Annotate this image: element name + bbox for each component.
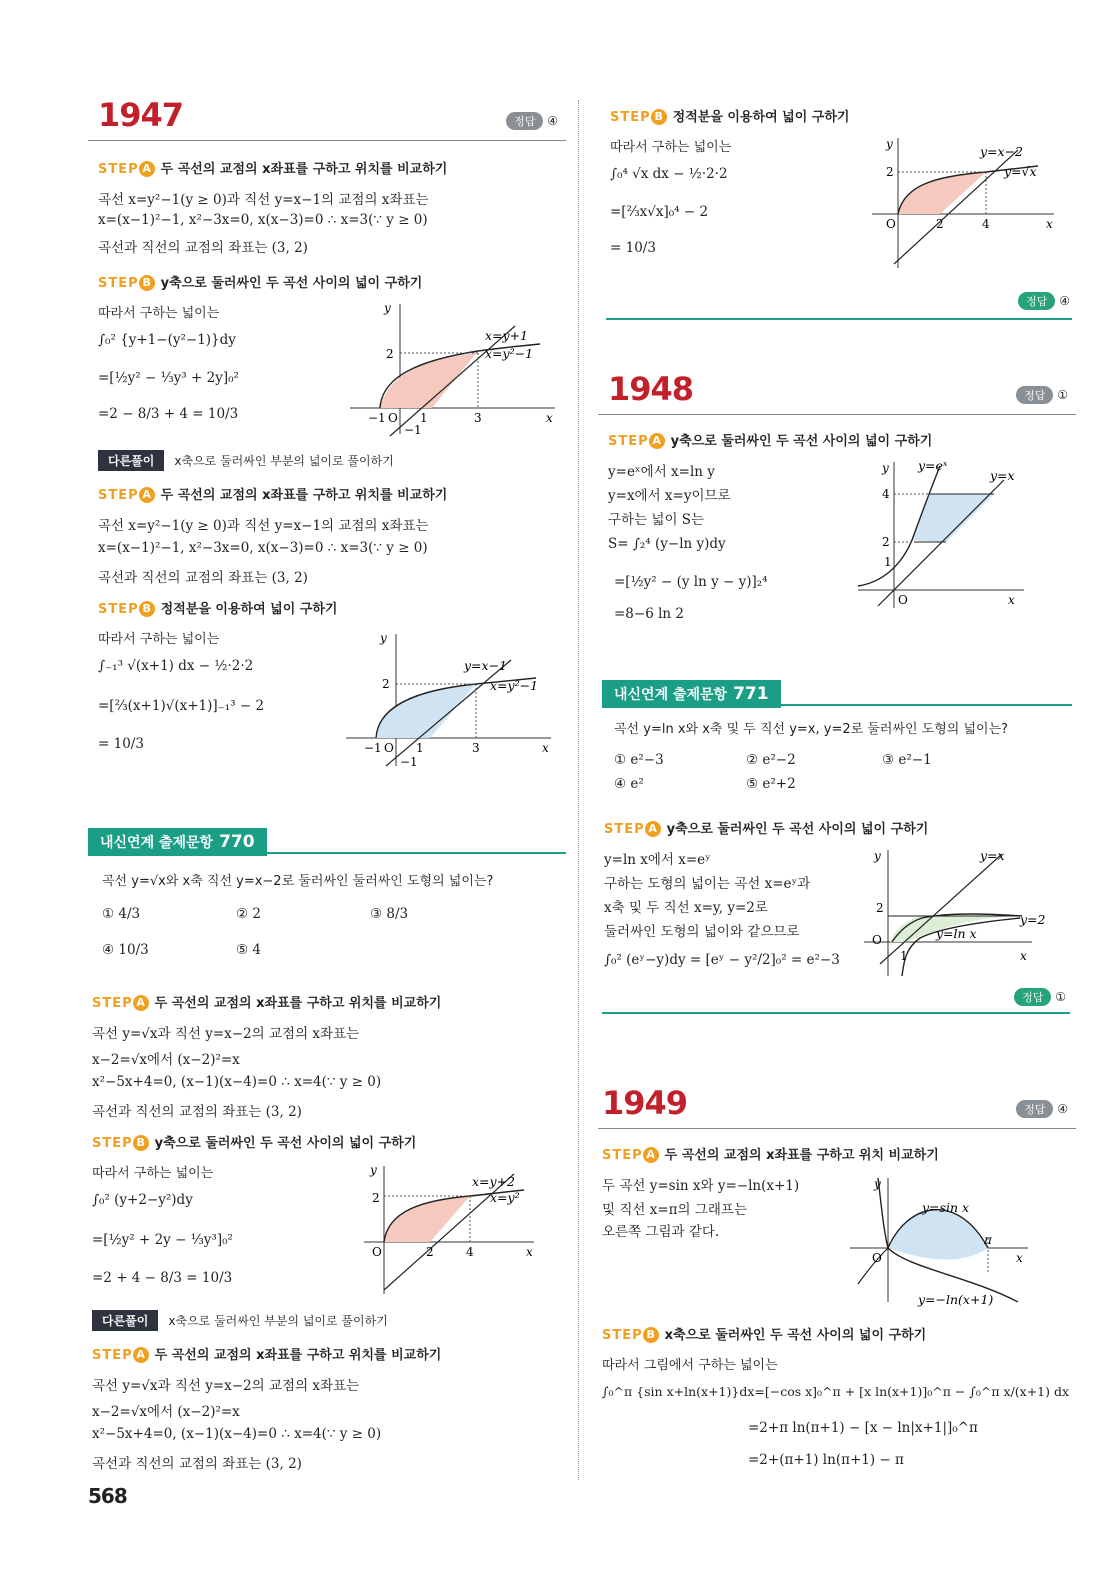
- svg-text:O: O: [872, 1251, 882, 1265]
- solution-line: 따라서 구하는 넓이는: [98, 632, 220, 647]
- solution-line: 따라서 구하는 넓이는: [610, 140, 732, 155]
- svg-text:y: y: [882, 461, 889, 475]
- svg-text:2: 2: [386, 347, 394, 361]
- step-b-heading: STEP B 정적분을 이용하여 넓이 구하기: [610, 110, 850, 125]
- solution-line: 두 곡선 y=sin x와 y=−ln(x+1): [602, 1178, 800, 1194]
- svg-text:x=y²: x=y²: [490, 1190, 520, 1205]
- svg-text:−1: −1: [404, 423, 422, 437]
- graph-1948: [854, 456, 1034, 612]
- step-a-heading: STEP A 두 곡선의 교점의 x좌표를 구하고 위치를 비교하기: [92, 1348, 442, 1363]
- solution-line: 곡선 y=√x과 직선 y=x−2의 교점의 x좌표는: [92, 1378, 360, 1394]
- choice-4: ④ 10/3: [102, 942, 149, 958]
- column-divider: [578, 100, 579, 1480]
- svg-text:x=y+2: x=y+2: [472, 1174, 516, 1189]
- problem-number: 1948: [608, 370, 694, 408]
- page-number: 568: [88, 1484, 127, 1508]
- svg-text:x: x: [526, 1245, 533, 1259]
- svg-text:2: 2: [886, 165, 894, 179]
- solution-line: ∫₀² (y+2−y²)dy: [92, 1192, 193, 1208]
- question-text: 곡선 y=√x와 x축 직선 y=x−2로 둘러싸인 둘러싸인 도형의 넓이는?: [102, 874, 494, 889]
- svg-text:1: 1: [900, 949, 908, 963]
- solution-line: 곡선과 직선의 교점의 좌표는 (3, 2): [98, 240, 308, 256]
- choice-3: ③ e²−1: [882, 752, 932, 768]
- svg-text:−1: −1: [368, 411, 386, 425]
- svg-text:4: 4: [882, 487, 890, 501]
- choice-2: ② e²−2: [746, 752, 796, 768]
- svg-text:x=y+1: x=y+1: [485, 328, 529, 343]
- solution-line: =2+π ln(π+1) − [x − ln|x+1|]₀^π: [748, 1420, 978, 1436]
- solution-line: =[⅔(x+1)√(x+1)]₋₁³ − 2: [98, 698, 265, 714]
- solution-line: x−2=√x에서 (x−2)²=x: [92, 1052, 240, 1068]
- svg-text:y=x: y=x: [990, 468, 1015, 483]
- svg-text:y: y: [384, 301, 391, 315]
- solution-line: 곡선과 직선의 교점의 좌표는 (3, 2): [92, 1104, 302, 1120]
- svg-text:1: 1: [416, 741, 424, 755]
- section-divider: [602, 1012, 1070, 1014]
- solution-line: = 10/3: [98, 736, 144, 752]
- solution-line: 따라서 구하는 넓이는: [98, 306, 220, 321]
- solution-line: ∫₋₁³ √(x+1) dx − ½·2·2: [98, 658, 254, 674]
- graph-771: [860, 844, 1060, 980]
- svg-text:y=√x: y=√x: [1004, 164, 1037, 179]
- solution-line: 구하는 도형의 넓이는 곡선 x=eʸ과: [604, 876, 811, 892]
- graph-770-step-b: [868, 134, 1068, 274]
- solution-line: x축 및 두 직선 x=y, y=2로: [604, 900, 768, 916]
- solution-line: ∫₀^π {sin x+ln(x+1)}dx=[−cos x]₀^π + [x ln(x+1)]₀^π − ∫₀^π x/(x+1) dx: [602, 1384, 1070, 1399]
- svg-text:O: O: [372, 1245, 382, 1259]
- svg-text:x: x: [546, 411, 553, 425]
- svg-text:y: y: [380, 631, 387, 645]
- step-a-heading: STEP A 두 곡선의 교점의 x좌표를 구하고 위치를 비교하기: [98, 162, 448, 177]
- related-problem-771-banner: [602, 680, 1072, 708]
- solution-line: ∫₀² (eʸ−y)dy = [eʸ − y²/2]₀² = e²−3: [604, 952, 840, 968]
- solution-line: y=x에서 x=y이므로: [608, 488, 731, 504]
- solution-line: =[⅔x√x]₀⁴ − 2: [610, 204, 709, 220]
- solution-line: S= ∫₂⁴ (y−ln y)dy: [608, 536, 726, 552]
- step-b-heading: STEP B y축으로 둘러싸인 두 곡선 사이의 넓이 구하기: [92, 1136, 417, 1151]
- problem-1949-header: [598, 1084, 1076, 1129]
- step-b-heading: STEP B x축으로 둘러싸인 두 곡선 사이의 넓이 구하기: [602, 1328, 927, 1343]
- step-a-heading: STEP A 두 곡선의 교점의 x좌표를 구하고 위치 비교하기: [602, 1148, 939, 1163]
- svg-text:y: y: [370, 1163, 377, 1177]
- graph-1949: [848, 1172, 1034, 1312]
- step-a-heading: STEP A 두 곡선의 교점의 x좌표를 구하고 위치를 비교하기: [92, 996, 442, 1011]
- solution-line: 곡선 y=√x과 직선 y=x−2의 교점의 x좌표는: [92, 1026, 360, 1042]
- svg-text:y=−ln(x+1): y=−ln(x+1): [918, 1292, 994, 1307]
- svg-text:O: O: [886, 217, 896, 231]
- svg-text:2: 2: [876, 901, 884, 915]
- svg-text:2: 2: [936, 217, 944, 231]
- choice-3: ③ 8/3: [370, 906, 409, 922]
- svg-text:O: O: [384, 741, 394, 755]
- svg-text:4: 4: [466, 1245, 474, 1259]
- svg-text:y=x−1: y=x−1: [464, 658, 508, 673]
- svg-text:2: 2: [426, 1245, 434, 1259]
- solution-line: x=(x−1)²−1, x²−3x=0, x(x−3)=0 ∴ x=3(∵ y ≥ 0): [98, 540, 428, 556]
- solution-line: =2+(π+1) ln(π+1) − π: [748, 1452, 904, 1468]
- solution-line: =[½y² + 2y − ⅓y³]₀²: [92, 1232, 233, 1248]
- solution-line: =2 + 4 − 8/3 = 10/3: [92, 1270, 233, 1286]
- related-problem-label: 내신연계 출제문항 771: [602, 680, 781, 708]
- svg-text:1: 1: [884, 555, 892, 569]
- alternative-solution-label: 다른풀이 x축으로 둘러싸인 부분의 넓이로 풀이하기: [98, 450, 394, 471]
- svg-text:y=ln x: y=ln x: [936, 926, 977, 941]
- svg-text:x=y²−1: x=y²−1: [490, 678, 539, 693]
- solution-line: 둘러싸인 도형의 넓이와 같으므로: [604, 924, 800, 940]
- solution-line: 곡선과 직선의 교점의 좌표는 (3, 2): [92, 1456, 302, 1472]
- svg-text:4: 4: [982, 217, 990, 231]
- section-divider: [606, 318, 1072, 320]
- solution-line: =[½y² − ⅓y³ + 2y]₀²: [98, 370, 239, 386]
- solution-line: y=ln x에서 x=eʸ: [604, 852, 711, 868]
- svg-text:O: O: [388, 411, 398, 425]
- svg-text:1: 1: [420, 411, 428, 425]
- answer-badge: 정답 ①: [1014, 988, 1066, 1006]
- svg-text:y=x: y=x: [980, 848, 1005, 863]
- step-b-heading: STEP B 정적분을 이용하여 넓이 구하기: [98, 602, 338, 617]
- svg-text:3: 3: [474, 411, 482, 425]
- answer-badge: 정답 ④: [1016, 1100, 1068, 1118]
- svg-text:2: 2: [882, 535, 890, 549]
- svg-text:x: x: [1008, 593, 1015, 607]
- alternative-solution-label: 다른풀이 x축으로 둘러싸인 부분의 넓이로 풀이하기: [92, 1310, 388, 1331]
- solution-line: ∫₀⁴ √x dx − ½·2·2: [610, 166, 728, 182]
- problem-1947-header: [88, 96, 566, 141]
- graph-1947-b: [346, 626, 560, 776]
- svg-text:2: 2: [372, 1191, 380, 1205]
- graph-1947-a: [350, 296, 560, 440]
- svg-text:y=eˣ: y=eˣ: [918, 458, 948, 473]
- svg-text:π: π: [984, 1233, 992, 1247]
- question-text: 곡선 y=ln x와 x축 및 두 직선 y=x, y=2로 둘러싸인 도형의 넓이는?: [614, 722, 1009, 737]
- related-problem-label: 내신연계 출제문항 770: [88, 828, 267, 856]
- solution-line: =[½y² − (y ln y − y)]₂⁴: [614, 574, 768, 590]
- solution-line: 및 직선 x=π의 그래프는: [602, 1202, 747, 1218]
- svg-text:x: x: [542, 741, 549, 755]
- solution-line: 곡선 x=y²−1(y ≥ 0)과 직선 y=x−1의 교점의 x좌표는: [98, 192, 429, 208]
- solution-line: 곡선과 직선의 교점의 좌표는 (3, 2): [98, 570, 308, 586]
- svg-text:y: y: [874, 849, 881, 863]
- related-problem-770-banner: [88, 828, 566, 856]
- solution-line: x−2=√x에서 (x−2)²=x: [92, 1404, 240, 1420]
- svg-text:2: 2: [382, 677, 390, 691]
- svg-text:y=sin x: y=sin x: [922, 1200, 970, 1215]
- solution-line: 곡선 x=y²−1(y ≥ 0)과 직선 y=x−1의 교점의 x좌표는: [98, 518, 429, 534]
- svg-text:y=x−2: y=x−2: [980, 144, 1024, 159]
- solution-line: 따라서 그림에서 구하는 넓이는: [602, 1358, 778, 1373]
- choice-4: ④ e²: [614, 776, 644, 792]
- choice-2: ② 2: [236, 906, 261, 922]
- choice-1: ① 4/3: [102, 906, 141, 922]
- svg-text:x: x: [1020, 949, 1027, 963]
- answer-badge: 정답 ④: [1018, 292, 1070, 310]
- solution-line: = 10/3: [610, 240, 656, 256]
- solution-line: x²−5x+4=0, (x−1)(x−4)=0 ∴ x=4(∵ y ≥ 0): [92, 1426, 382, 1442]
- answer-badge: 정답 ①: [1016, 386, 1068, 404]
- choice-5: ⑤ e²+2: [746, 776, 796, 792]
- solution-line: x²−5x+4=0, (x−1)(x−4)=0 ∴ x=4(∵ y ≥ 0): [92, 1074, 382, 1090]
- svg-text:y=2: y=2: [1020, 912, 1046, 927]
- solution-line: =2 − 8/3 + 4 = 10/3: [98, 406, 239, 422]
- solution-line: 오른쪽 그림과 같다.: [602, 1224, 720, 1240]
- step-a-heading: STEP A 두 곡선의 교점의 x좌표를 구하고 위치를 비교하기: [98, 488, 448, 503]
- svg-text:y: y: [874, 1177, 881, 1191]
- solution-line: 구하는 넓이 S는: [608, 512, 705, 528]
- solution-line: 따라서 구하는 넓이는: [92, 1166, 214, 1181]
- svg-text:y: y: [886, 137, 893, 151]
- problem-number: 1949: [602, 1084, 688, 1122]
- svg-text:−1: −1: [400, 755, 418, 769]
- svg-text:O: O: [898, 593, 908, 607]
- step-a-heading: STEP A y축으로 둘러싸인 두 곡선 사이의 넓이 구하기: [604, 822, 929, 837]
- solution-line: ∫₀² {y+1−(y²−1)}dy: [98, 332, 236, 348]
- choice-5: ⑤ 4: [236, 942, 261, 958]
- problem-number: 1947: [98, 96, 184, 134]
- choice-1: ① e²−3: [614, 752, 664, 768]
- svg-text:x: x: [1016, 1251, 1023, 1265]
- svg-text:−1: −1: [364, 741, 382, 755]
- solution-line: x=(x−1)²−1, x²−3x=0, x(x−3)=0 ∴ x=3(∵ y ≥ 0): [98, 212, 428, 228]
- solution-line: =8−6 ln 2: [614, 606, 684, 622]
- graph-770: [354, 1160, 550, 1300]
- svg-text:3: 3: [472, 741, 480, 755]
- svg-text:x=y²−1: x=y²−1: [485, 346, 534, 361]
- solution-line: y=eˣ에서 x=ln y: [608, 464, 715, 480]
- answer-badge: 정답 ④: [506, 112, 558, 130]
- step-b-heading: STEP B y축으로 둘러싸인 두 곡선 사이의 넓이 구하기: [98, 276, 423, 291]
- svg-text:x: x: [1046, 217, 1053, 231]
- problem-1948-header: [598, 370, 1076, 415]
- step-a-heading: STEP A y축으로 둘러싸인 두 곡선 사이의 넓이 구하기: [608, 434, 933, 449]
- svg-text:O: O: [872, 933, 882, 947]
